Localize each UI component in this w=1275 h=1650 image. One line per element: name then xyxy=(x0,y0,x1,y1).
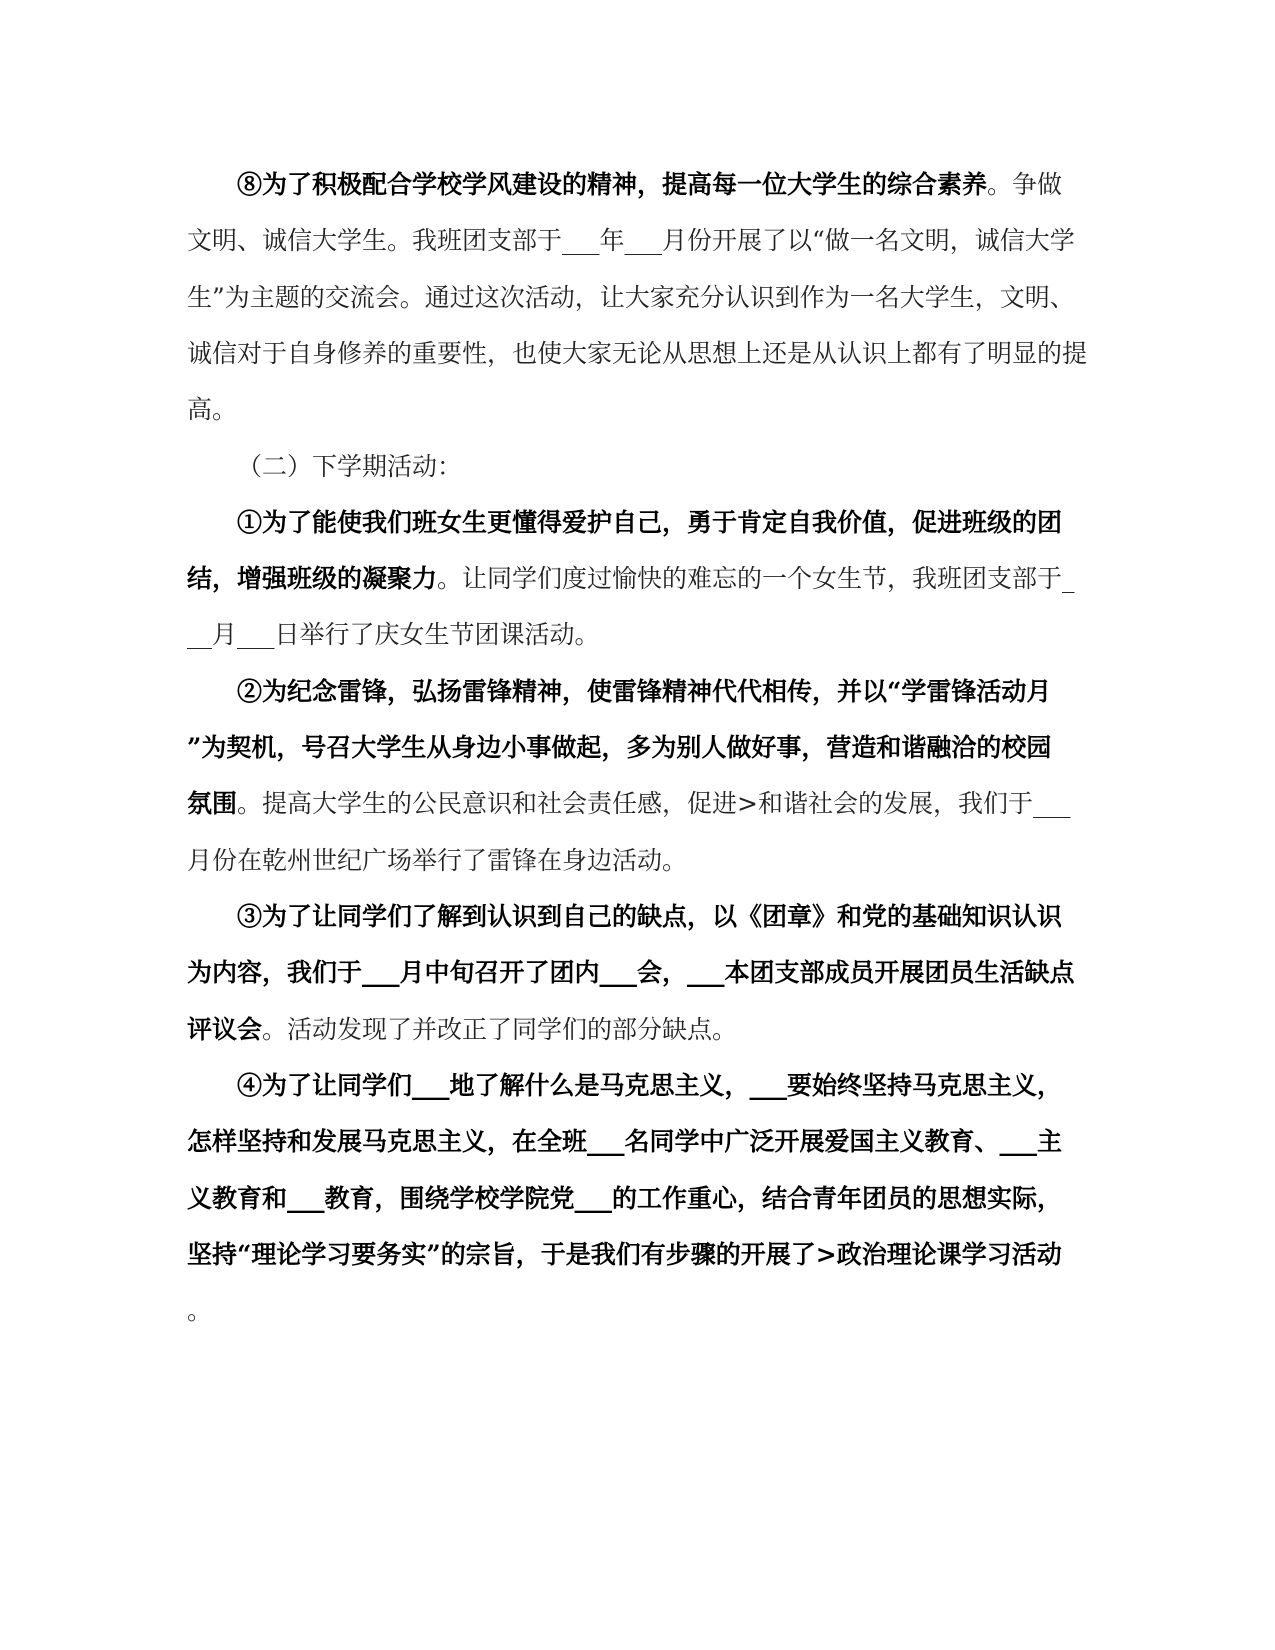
paragraph-8-line-4 xyxy=(187,338,1087,370)
bold-text: 义教育和___教育，围绕学校学院党___的工作重心，结合青年团员的思想实际， xyxy=(187,1184,1063,1213)
bold-text: 为内容，我们于___月中旬召开了团内___会，___本团支部成员开展团员生活缺点 xyxy=(187,958,1075,987)
body-text: 月份在乾州世纪广场举行了雷锋在身边活动。 xyxy=(187,846,688,875)
paragraph-8-line-5 xyxy=(187,394,1087,426)
bold-text: 结，增强班级的凝聚力 xyxy=(187,564,438,593)
bold-text: ④为了让同学们___地了解什么是马克思主义，___要始终坚持马克思主义， xyxy=(237,1071,1063,1100)
bold-text: ①为了能使我们班女生更懂得爱护自己，勇于肯定自我价值，促进班级的团 xyxy=(237,508,1063,537)
paragraph-4-line-1 xyxy=(237,1070,1137,1102)
body-text: 。让同学们度过愉快的难忘的一个女生节，我班团支部于_ xyxy=(437,564,1075,593)
paragraph-8-line-3 xyxy=(187,282,1087,314)
body-text: 。 xyxy=(187,1296,213,1325)
bold-text: 评议会 xyxy=(187,1015,263,1044)
paragraph-2-line-3 xyxy=(187,788,1087,820)
body-text: 诚信对于自身修养的重要性，也使大家无论从思想上还是从认识上都有了明显的提 xyxy=(187,339,1088,368)
paragraph-8-line-1 xyxy=(237,169,1137,201)
body-text: 生”为主题的交流会。通过这次活动，让大家充分认识到作为一名大学生，文明、 xyxy=(187,283,1075,312)
paragraph-1-line-2 xyxy=(187,563,1087,595)
paragraph-3-line-1 xyxy=(237,901,1137,933)
bold-text: ⑧为了积极配合学校学风建设的精神，提高每一位大学生的综合素养 xyxy=(237,170,988,199)
paragraph-8-line-2 xyxy=(187,225,1087,257)
heading-text: （二）下学期活动： xyxy=(237,452,463,481)
body-text: 。提高大学生的公民意识和社会责任感，促进>和谐社会的发展，我们于___ xyxy=(237,789,1071,818)
paragraph-3-line-3 xyxy=(187,1014,1087,1046)
body-text: 高。 xyxy=(187,395,238,424)
bold-text: ②为纪念雷锋，弘扬雷锋精神，使雷锋精神代代相传，并以“学雷锋活动月 xyxy=(237,677,1052,706)
paragraph-4-line-5 xyxy=(187,1295,1087,1327)
paragraph-4-line-3 xyxy=(187,1183,1087,1215)
bold-text: 怎样坚持和发展马克思主义，在全班___名同学中广泛开展爱国主义教育、___主 xyxy=(187,1127,1063,1156)
paragraph-2-line-1 xyxy=(237,676,1137,708)
body-text: 。活动发现了并改正了同学们的部分缺点。 xyxy=(262,1015,738,1044)
paragraph-2-line-4 xyxy=(187,845,1087,877)
body-text: 。争做 xyxy=(987,170,1063,199)
body-text: __月___日举行了庆女生节团课活动。 xyxy=(187,620,600,649)
paragraph-4-line-2 xyxy=(187,1126,1087,1158)
section-heading xyxy=(237,451,1137,483)
paragraph-2-line-2 xyxy=(187,732,1087,764)
bold-text: ”为契机，号召大学生从身边小事做起，多为别人做好事，营造和谐融洽的校园 xyxy=(187,733,1052,762)
paragraph-1-line-3 xyxy=(187,619,1087,651)
body-text: 文明、诚信大学生。我班团支部于___年___月份开展了以“做一名文明，诚信大学 xyxy=(187,226,1075,255)
paragraph-1-line-1 xyxy=(237,507,1137,539)
bold-text: 坚持“理论学习要务实”的宗旨，于是我们有步骤的开展了>政治理论课学习活动 xyxy=(187,1240,1062,1269)
paragraph-3-line-2 xyxy=(187,957,1087,989)
bold-text: ③为了让同学们了解到认识到自己的缺点，以《团章》和党的基础知识认识 xyxy=(237,902,1063,931)
paragraph-4-line-4 xyxy=(187,1239,1087,1271)
bold-text: 氛围 xyxy=(187,789,238,818)
